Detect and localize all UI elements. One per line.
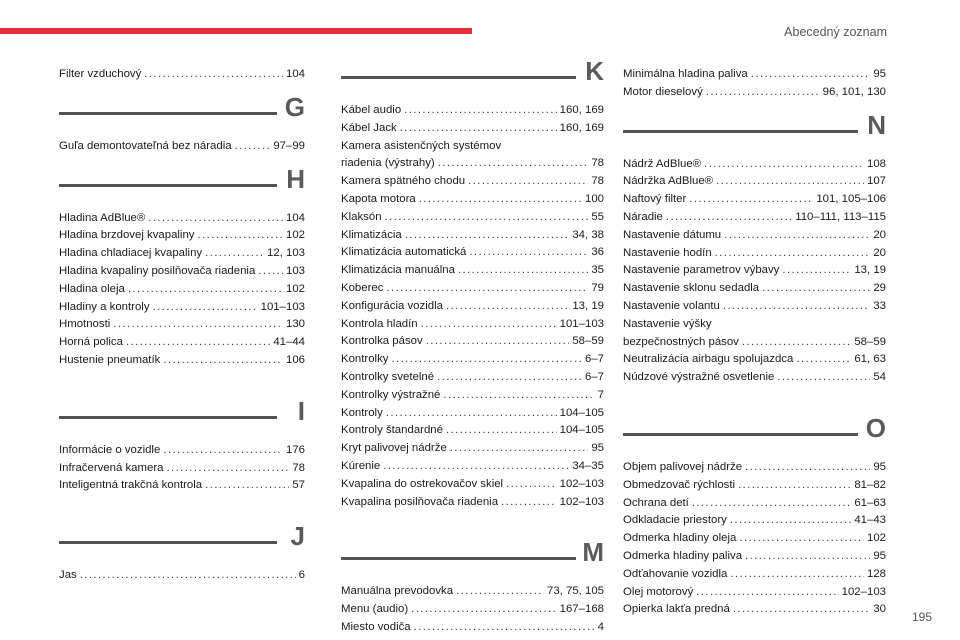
- index-entry-pages: 41–43: [854, 514, 886, 527]
- dot-leader: [438, 155, 589, 173]
- index-entry[interactable]: [59, 138, 305, 156]
- index-entry-pages: 128: [866, 567, 886, 580]
- index-entry-pages: 78: [591, 175, 604, 188]
- index-entry-term: Neutralizácia airbagu spolujazdca: [623, 353, 794, 366]
- dot-leader: [414, 619, 595, 637]
- section-header: [59, 521, 305, 561]
- dot-leader: [385, 209, 589, 227]
- index-entry-term: Nastavenie hodín: [623, 246, 712, 259]
- index-entry-term: Klaksón: [341, 210, 382, 223]
- index-entry-term: Kontroly štandardné: [341, 424, 443, 437]
- index-entry-pages: 4: [597, 620, 604, 633]
- section-header: [59, 163, 305, 204]
- index-entry-pages: 96, 101, 130: [822, 85, 886, 98]
- index-entry-pages: 34, 38: [572, 228, 604, 241]
- index-entry[interactable]: [341, 280, 604, 298]
- dot-leader: [198, 227, 283, 245]
- index-entry-pages: 110–111, 113–115: [795, 210, 886, 223]
- dot-leader: [411, 601, 557, 619]
- dot-leader: [666, 209, 792, 227]
- section-divider: [623, 433, 858, 436]
- index-entry-pages: 81–82: [854, 478, 886, 491]
- index-entry-pages: 106: [285, 353, 305, 366]
- dot-leader: [704, 156, 864, 174]
- index-entry-term: Kontrolky: [341, 353, 389, 366]
- dot-leader: [745, 548, 870, 566]
- index-entry-pages: 34–35: [572, 459, 604, 472]
- index-entry[interactable]: [59, 442, 305, 460]
- dot-leader: [501, 494, 557, 512]
- index-entry-pages: 108: [866, 157, 886, 170]
- index-entry[interactable]: [341, 120, 604, 138]
- index-entry[interactable]: [59, 316, 305, 334]
- dot-leader: [692, 495, 851, 513]
- dot-leader: [745, 459, 870, 477]
- index-entry-term: Nastavenie volantu: [623, 299, 720, 312]
- index-entry[interactable]: [623, 530, 886, 548]
- index-entry[interactable]: [341, 619, 604, 637]
- dot-leader: [706, 84, 820, 102]
- index-entry-term: Kábel Jack: [341, 121, 397, 134]
- index-entry-pages: 102–103: [559, 477, 604, 490]
- index-entry[interactable]: [341, 405, 604, 423]
- index-entry-pages: 95: [873, 549, 886, 562]
- index-entry-pages: 102: [285, 282, 305, 295]
- section-header: [59, 91, 305, 132]
- index-entry[interactable]: [341, 440, 604, 458]
- index-entry-pages: 20: [873, 246, 886, 259]
- section-divider: [59, 112, 277, 115]
- index-entry-pages: 107: [866, 175, 886, 188]
- index-entry-pages: 78: [292, 461, 305, 474]
- dot-leader: [468, 173, 588, 191]
- index-entry-pages: 33: [873, 299, 886, 312]
- index-entry-pages: 73, 75, 105: [546, 585, 604, 598]
- index-entry[interactable]: [623, 298, 886, 316]
- dot-leader: [128, 281, 283, 299]
- dot-leader: [426, 333, 570, 351]
- index-entry-term: Hladiny a kontroly: [59, 300, 150, 313]
- dot-leader: [506, 476, 557, 494]
- index-entry-pages: 35: [591, 264, 604, 277]
- index-entry[interactable]: [59, 352, 305, 370]
- index-entry-term: Kábel audio: [341, 104, 402, 116]
- index-entry[interactable]: [59, 281, 305, 299]
- dot-leader: [144, 66, 283, 84]
- index-entry-term: Odťahovanie vozidla: [623, 567, 728, 580]
- section-divider: [341, 557, 576, 560]
- index-entry-term: Guľa demontovateľná bez náradia: [59, 139, 232, 152]
- dot-leader: [782, 262, 851, 280]
- index-entry-term: Odmerka hladiny paliva: [623, 549, 743, 562]
- index-entry-pages: 41–44: [273, 336, 305, 349]
- index-entry-term: Kvapalina do ostrekovačov skiel: [341, 477, 504, 490]
- index-entry-term: Naftový filter: [623, 193, 687, 206]
- index-entry-term: Kontrolky svetelné: [341, 370, 435, 383]
- dot-leader: [762, 280, 870, 298]
- index-entry-pages: 7: [597, 388, 604, 401]
- index-entry[interactable]: [59, 460, 305, 478]
- index-entry-pages: 102: [285, 229, 305, 242]
- dot-leader: [751, 66, 871, 84]
- index-entry-term: Opierka lakťa predná: [623, 603, 730, 616]
- section-divider: [59, 416, 277, 419]
- index-entry[interactable]: [623, 584, 886, 602]
- index-entry[interactable]: [623, 601, 886, 619]
- section-spacer: [59, 370, 305, 388]
- index-entry-pages: 13, 19: [572, 299, 604, 312]
- index-entry-pages: 101–103: [559, 317, 604, 330]
- index-entry-term: Hmotnosti: [59, 318, 111, 331]
- index-entry[interactable]: [341, 369, 604, 387]
- index-entry[interactable]: [623, 512, 886, 530]
- index-entry-term: Kvapalina posilňovača riadenia: [341, 495, 499, 508]
- index-entry-pages: 100: [584, 192, 604, 205]
- index-entry[interactable]: [623, 477, 886, 495]
- index-entry-pages: 30: [873, 603, 886, 616]
- index-entry-pages: 101–103: [260, 300, 305, 313]
- section-spacer: [341, 511, 604, 529]
- index-entry-pages: 61, 63: [854, 353, 886, 366]
- dot-leader: [696, 584, 838, 602]
- index-entry-pages: 103: [285, 264, 305, 277]
- index-entry-pages: 6–7: [584, 370, 604, 383]
- index-entry-term: Odkladacie priestory: [623, 514, 727, 527]
- index-entry-term: Kontroly: [341, 406, 383, 419]
- index-entry[interactable]: [341, 601, 604, 619]
- dot-leader: [723, 298, 870, 316]
- index-entry-pages: 130: [285, 318, 305, 331]
- index-entry-pages: 20: [873, 228, 886, 241]
- dot-leader: [715, 245, 871, 263]
- index-entry-term: Hladina oleja: [59, 282, 125, 295]
- index-entry[interactable]: [623, 209, 886, 227]
- dot-leader: [458, 262, 588, 280]
- index-entry-term: Konfigurácia vozidla: [341, 299, 443, 312]
- dot-leader: [730, 566, 864, 584]
- dot-leader: [469, 244, 588, 262]
- index-entry-term: Ochrana detí: [623, 496, 689, 509]
- section-letter: I: [297, 395, 305, 426]
- index-entry[interactable]: [59, 299, 305, 317]
- dot-leader: [405, 227, 570, 245]
- index-entry[interactable]: [59, 334, 305, 352]
- dot-leader: [777, 369, 870, 387]
- index-entry-pages: 176: [285, 443, 305, 456]
- index-entry[interactable]: [59, 567, 305, 585]
- section-letter: O: [865, 412, 886, 443]
- dot-leader: [80, 567, 296, 585]
- dot-leader: [446, 298, 569, 316]
- index-column-3: [623, 66, 886, 619]
- index-entry-term: Kontrola hladín: [341, 317, 418, 330]
- header-accent-bar: [0, 28, 472, 34]
- index-entry-term: Kamera spätného chodu: [341, 175, 466, 188]
- index-entry[interactable]: [341, 244, 604, 262]
- page-number: 195: [911, 610, 932, 624]
- index-entry-pages: 97–99: [273, 139, 305, 152]
- dot-leader: [450, 440, 589, 458]
- index-entry-term: Olej motorový: [623, 585, 694, 598]
- index-entry-pages: 104–105: [559, 424, 604, 437]
- index-entry-term: Klimatizácia: [341, 228, 402, 241]
- index-entry-pages: 79: [591, 281, 604, 294]
- index-entry-term: Kryt palivovej nádrže: [341, 442, 447, 455]
- index-entry-term: Klimatizácia automatická: [341, 246, 467, 259]
- index-entry[interactable]: [59, 245, 305, 263]
- index-entry-pages: 167–168: [559, 603, 604, 616]
- index-entry[interactable]: [623, 66, 886, 84]
- index-entry-term: Kontrolka pásov: [341, 335, 423, 348]
- index-entry-pages: 104: [285, 211, 305, 224]
- dot-leader: [166, 460, 289, 478]
- section-header: [341, 537, 604, 577]
- index-entry-term: Kontrolky výstražné: [341, 388, 441, 401]
- index-entry-term: Motor dieselový: [623, 85, 703, 98]
- dot-leader: [383, 458, 569, 476]
- index-entry[interactable]: [623, 245, 886, 263]
- index-entry-term: Kúrenie: [341, 459, 381, 472]
- dot-leader: [739, 530, 864, 548]
- index-entry-term: Klimatizácia manuálna: [341, 264, 455, 277]
- section-letter: M: [582, 537, 604, 568]
- dot-leader: [437, 369, 582, 387]
- dot-leader: [724, 227, 870, 245]
- index-entry-pages: 54: [873, 371, 886, 384]
- section-letter: J: [290, 521, 305, 552]
- index-entry[interactable]: [341, 227, 604, 245]
- index-entry-term: Objem palivovej nádrže: [623, 460, 743, 473]
- dot-leader: [421, 316, 557, 334]
- index-entry-pages: 160, 169: [559, 104, 604, 116]
- section-spacer: [623, 387, 886, 405]
- index-entry-term: Nádržka AdBlue®: [623, 175, 714, 188]
- index-entry-term: Nádrž AdBlue®: [623, 157, 702, 170]
- index-entry[interactable]: [341, 387, 604, 405]
- dot-leader: [391, 351, 582, 369]
- section-divider: [341, 76, 576, 79]
- index-entry-pages: 104: [285, 68, 305, 80]
- index-entry-pages: 95: [873, 460, 886, 473]
- index-entry[interactable]: [341, 494, 604, 512]
- index-entry-term: Koberec: [341, 281, 384, 294]
- index-entry-term: Horná polica: [59, 336, 123, 349]
- dot-leader: [386, 280, 588, 298]
- index-entry[interactable]: [59, 263, 305, 281]
- index-entry[interactable]: [59, 227, 305, 245]
- dot-leader: [153, 299, 258, 317]
- dot-leader: [456, 583, 544, 601]
- index-entry-term: Inteligentná trakčná kontrola: [59, 479, 203, 492]
- index-column-1: [59, 66, 305, 585]
- section-header: [341, 56, 604, 96]
- index-entry[interactable]: [623, 566, 886, 584]
- dot-leader: [738, 477, 851, 495]
- index-entry-pages: 6–7: [584, 353, 604, 366]
- section-header: [623, 412, 886, 453]
- index-entry-term: Nastavenie sklonu sedadla: [623, 282, 760, 295]
- dot-leader: [419, 191, 582, 209]
- index-entry-pages: 55: [591, 210, 604, 223]
- index-entry-pages: 61–63: [854, 496, 886, 509]
- index-entry[interactable]: [341, 191, 604, 209]
- index-entry[interactable]: [623, 280, 886, 298]
- index-entry-pages: 6: [298, 569, 305, 582]
- index-entry-term: Núdzové výstražné osvetlenie: [623, 371, 775, 384]
- index-entry-term: Manuálna prevodovka: [341, 585, 454, 598]
- dot-leader: [443, 387, 594, 405]
- index-entry[interactable]: [341, 209, 604, 227]
- index-entry[interactable]: [341, 458, 604, 476]
- index-entry[interactable]: [623, 262, 886, 280]
- index-entry[interactable]: [623, 351, 886, 369]
- index-entry-pages: 57: [292, 479, 305, 492]
- section-header: [59, 395, 305, 436]
- index-entry[interactable]: [341, 298, 604, 316]
- dot-leader: [446, 422, 557, 440]
- dot-leader: [163, 352, 283, 370]
- index-entry[interactable]: [623, 495, 886, 513]
- index-entry-term: Minimálna hladina paliva: [623, 68, 748, 80]
- index-entry[interactable]: [623, 156, 886, 174]
- index-entry[interactable]: [623, 191, 886, 209]
- section-header: [623, 109, 886, 150]
- dot-leader: [148, 210, 283, 228]
- section-letter: H: [286, 163, 305, 194]
- index-entry-term: Nastavenie parametrov výbavy: [623, 264, 780, 277]
- dot-leader: [163, 442, 283, 460]
- index-entry[interactable]: [59, 66, 305, 84]
- index-entry-pages: 102–103: [559, 495, 604, 508]
- index-entry[interactable]: [341, 262, 604, 280]
- index-entry-pages: 29: [873, 282, 886, 295]
- index-entry[interactable]: [341, 476, 604, 494]
- index-entry-term: Miesto vodiča: [341, 620, 411, 633]
- index-entry-line1: Nastavenie výšky: [623, 317, 712, 330]
- index-entry-term: Hustenie pneumatík: [59, 353, 161, 366]
- index-entry-term: Obmedzovač rýchlosti: [623, 478, 736, 491]
- section-spacer: [59, 495, 305, 513]
- dot-leader: [733, 601, 870, 619]
- dot-leader: [113, 316, 283, 334]
- dot-leader: [716, 173, 864, 191]
- index-entry-pages: 58–59: [854, 335, 886, 348]
- index-entry[interactable]: [341, 422, 604, 440]
- dot-leader: [730, 512, 851, 530]
- index-entry-term: Menu (audio): [341, 603, 409, 616]
- index-entry-pages: 95: [873, 68, 886, 80]
- index-entry-term: riadenia (výstrahy): [341, 157, 435, 170]
- index-entry[interactable]: [341, 351, 604, 369]
- index-entry[interactable]: [623, 173, 886, 191]
- index-entry-term: Hladina brzdovej kvapaliny: [59, 229, 195, 242]
- section-letter: G: [284, 91, 305, 122]
- dot-leader: [404, 102, 556, 120]
- index-entry-pages: 101, 105–106: [816, 193, 886, 206]
- dot-leader: [258, 263, 283, 281]
- section-letter: K: [585, 56, 604, 86]
- index-entry-term: Hladina kvapaliny posilňovača riadenia: [59, 264, 256, 277]
- index-entry[interactable]: [623, 459, 886, 477]
- index-entry-term: Informácie o vozidle: [59, 443, 161, 456]
- dot-leader: [386, 405, 557, 423]
- index-entry-pages: 78: [591, 157, 604, 170]
- dot-leader: [400, 120, 557, 138]
- index-entry-line1: Kamera asistenčných systémov: [341, 139, 502, 152]
- index-entry[interactable]: [341, 333, 604, 351]
- index-entry[interactable]: [623, 369, 886, 387]
- index-entry[interactable]: [623, 84, 886, 102]
- index-entry-pages: 13, 19: [854, 264, 886, 277]
- index-entry[interactable]: [59, 210, 305, 228]
- dot-leader: [689, 191, 813, 209]
- index-entry[interactable]: [341, 583, 604, 601]
- section-letter: N: [867, 109, 886, 140]
- dot-leader: [205, 245, 264, 263]
- index-entry-term: Hladina chladiacej kvapaliny: [59, 247, 203, 260]
- dot-leader: [126, 334, 270, 352]
- index-entry-pages: 102–103: [841, 585, 886, 598]
- index-entry-pages: 102: [866, 532, 886, 545]
- index-entry[interactable]: [341, 155, 604, 173]
- index-entry-pages: 36: [591, 246, 604, 259]
- index-entry-term: Infračervená kamera: [59, 461, 164, 474]
- dot-leader: [742, 334, 851, 352]
- index-entry-pages: 104–105: [559, 406, 604, 419]
- index-entry-term: Náradie: [623, 210, 663, 223]
- dot-leader: [796, 351, 851, 369]
- index-column-2: [341, 56, 604, 637]
- section-divider: [59, 184, 277, 187]
- index-entry-term: Odmerka hladiny oleja: [623, 532, 737, 545]
- index-entry-pages: 12, 103: [266, 247, 305, 260]
- page-header-title: Abecedný zoznam: [784, 25, 887, 39]
- section-divider: [623, 130, 858, 133]
- index-entry-term: Hladina AdBlue®: [59, 211, 146, 224]
- index-entry[interactable]: [341, 316, 604, 334]
- index-entry[interactable]: [623, 548, 886, 566]
- index-entry-term: Kapota motora: [341, 192, 416, 205]
- dot-leader: [235, 138, 271, 156]
- index-entry[interactable]: [59, 477, 305, 495]
- index-entry-pages: 95: [591, 442, 604, 455]
- section-divider: [59, 541, 277, 544]
- index-entry-term: Filter vzduchový: [59, 68, 142, 80]
- index-entry-term: Jas: [59, 569, 77, 582]
- index-entry[interactable]: [341, 173, 604, 191]
- index-entry-term: bezpečnostných pásov: [623, 335, 739, 348]
- index-entry-term: Nastavenie dátumu: [623, 228, 722, 241]
- index-entry[interactable]: [623, 334, 886, 352]
- index-entry-pages: 160, 169: [559, 121, 604, 134]
- index-entry-pages: 58–59: [572, 335, 604, 348]
- dot-leader: [205, 477, 289, 495]
- index-entry[interactable]: [623, 227, 886, 245]
- index-entry[interactable]: [341, 102, 604, 120]
